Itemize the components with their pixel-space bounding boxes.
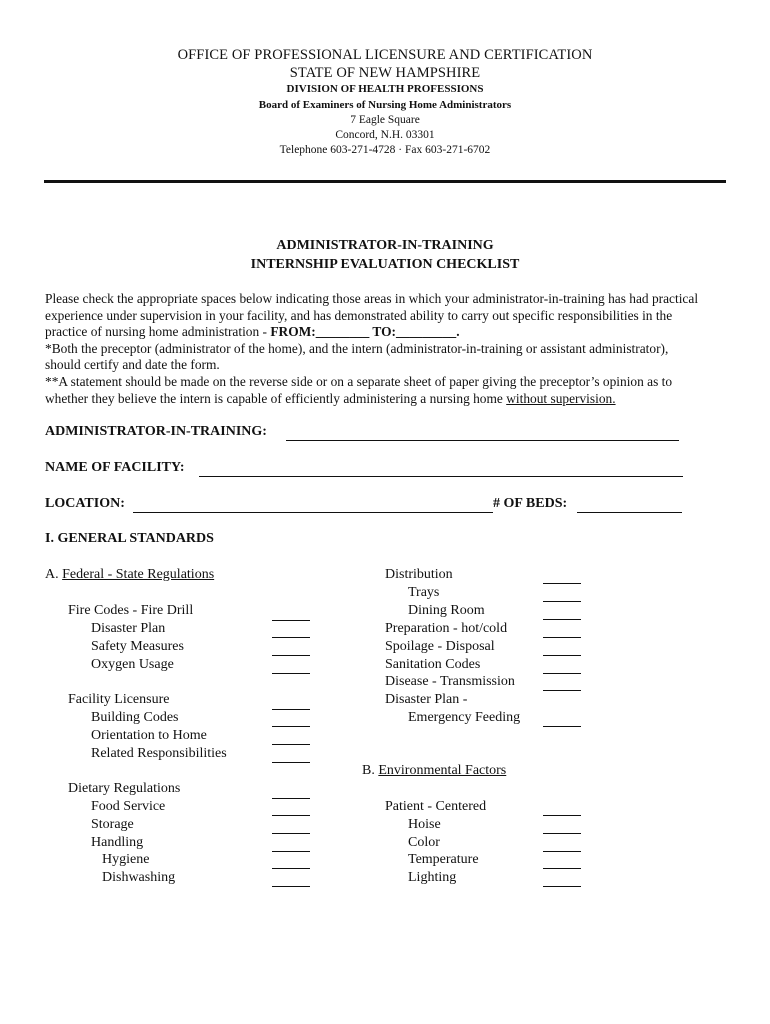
item-color: Color: [408, 835, 440, 850]
federal-state-regulations-title: Federal - State Regulations: [62, 567, 215, 582]
checkbox-facility-licensure[interactable]: [272, 709, 310, 710]
instructions-line: experience under supervision in your facility, and has demonstrated ability to carry out specific responsibilities in the: [45, 307, 673, 323]
checkbox-oxygen-usage[interactable]: [272, 673, 310, 674]
checkbox-related-responsibilities[interactable]: [272, 762, 310, 763]
environmental-factors-heading: [362, 763, 506, 779]
ait-name-field[interactable]: [286, 440, 679, 441]
address-city: Concord, N.H. 03301: [335, 129, 435, 141]
item-dining-room: Dining Room: [408, 603, 485, 618]
beds-field[interactable]: [577, 512, 682, 513]
item-orientation: Orientation to Home: [91, 728, 207, 743]
checkbox-fire-codes[interactable]: [272, 620, 310, 621]
ait-label: ADMINISTRATOR-IN-TRAINING:: [45, 424, 267, 439]
checkbox-dining-room[interactable]: [543, 619, 581, 620]
division-name: DIVISION OF HEALTH PROFESSIONS: [286, 83, 484, 95]
instructions: [45, 291, 735, 407]
instructions-line: [45, 324, 735, 341]
form-title: ADMINISTRATOR-IN-TRAINING: [276, 238, 494, 253]
environmental-factors-title: Environmental Factors: [378, 763, 507, 778]
item-disaster-plan: Disaster Plan: [91, 621, 166, 636]
item-distribution: Distribution: [385, 567, 453, 582]
checkbox-lighting[interactable]: [543, 886, 581, 887]
item-safety-measures: Safety Measures: [91, 639, 184, 654]
item-hoise: Hoise: [408, 817, 441, 832]
item-fire-codes: Fire Codes - Fire Drill: [68, 603, 194, 618]
checkbox-handling[interactable]: [272, 851, 310, 852]
item-hygiene: Hygiene: [102, 852, 150, 867]
section-letter: B.: [362, 763, 379, 778]
item-oxygen-usage: Oxygen Usage: [91, 657, 174, 672]
instructions-line: [45, 391, 735, 408]
facility-label: NAME OF FACILITY:: [45, 460, 185, 475]
address-street: 7 Eagle Square: [350, 114, 420, 126]
checkbox-spoilage[interactable]: [543, 655, 581, 656]
item-lighting: Lighting: [408, 870, 457, 885]
checkbox-color[interactable]: [543, 851, 581, 852]
checkbox-storage[interactable]: [272, 833, 310, 834]
checkbox-safety-measures[interactable]: [272, 655, 310, 656]
checkbox-building-codes[interactable]: [272, 726, 310, 727]
item-spoilage: Spoilage - Disposal: [385, 639, 495, 654]
state-name: STATE OF NEW HAMPSHIRE: [289, 65, 481, 81]
to-date-field[interactable]: TO:_________.: [372, 324, 460, 340]
instructions-line: should certify and date the form.: [45, 357, 220, 373]
instructions-text: practice of nursing home administration -: [45, 324, 271, 340]
checkbox-disaster-plan[interactable]: [272, 637, 310, 638]
item-dietary-regulations: Dietary Regulations: [68, 781, 181, 796]
checkbox-trays[interactable]: [543, 601, 581, 602]
checkbox-emergency-feeding[interactable]: [543, 726, 581, 727]
item-handling: Handling: [91, 835, 144, 850]
office-name: OFFICE OF PROFESSIONAL LICENSURE AND CERTIFICATION: [177, 47, 593, 63]
item-storage: Storage: [91, 817, 134, 832]
checkbox-sanitation-codes[interactable]: [543, 673, 581, 674]
item-building-codes: Building Codes: [91, 710, 179, 725]
item-facility-licensure: Facility Licensure: [68, 692, 170, 707]
without-supervision-text: without supervision.: [506, 390, 616, 406]
from-date-field[interactable]: FROM:________: [270, 324, 373, 340]
item-disaster-plan-2: Disaster Plan -: [385, 692, 468, 707]
federal-state-regulations-heading: [45, 567, 214, 583]
header-divider: [44, 180, 726, 183]
phone-fax: Telephone 603-271-4728 · Fax 603-271-6702: [279, 144, 491, 156]
checkbox-temperature[interactable]: [543, 868, 581, 869]
instructions-line: **A statement should be made on the reverse side or on a separate sheet of paper giving the preceptor’s opinion as to: [45, 373, 673, 389]
location-field[interactable]: [133, 512, 493, 513]
item-disease-transmission: Disease - Transmission: [385, 674, 515, 689]
checkbox-preparation[interactable]: [543, 637, 581, 638]
item-patient-centered: Patient - Centered: [385, 799, 487, 814]
item-sanitation-codes: Sanitation Codes: [385, 657, 481, 672]
form-subtitle: INTERNSHIP EVALUATION CHECKLIST: [250, 257, 520, 272]
checkbox-distribution[interactable]: [543, 583, 581, 584]
checkbox-dishwashing[interactable]: [272, 886, 310, 887]
beds-label: # OF BEDS:: [493, 496, 568, 511]
item-trays: Trays: [408, 585, 440, 600]
checkbox-food-service[interactable]: [272, 815, 310, 816]
facility-name-field[interactable]: [199, 476, 683, 477]
item-temperature: Temperature: [408, 852, 479, 867]
checkbox-patient-centered[interactable]: [543, 815, 581, 816]
location-label: LOCATION:: [45, 496, 125, 511]
instructions-line: *Both the preceptor (administrator of the home), and the intern (administrator-in-training or assistant administrator),: [45, 340, 669, 356]
section-letter: A.: [45, 567, 63, 582]
checkbox-disease-transmission[interactable]: [543, 690, 581, 691]
item-food-service: Food Service: [91, 799, 166, 814]
instructions-text: whether they believe the intern is capable of efficiently administering a nursing home: [45, 390, 507, 406]
checkbox-hygiene[interactable]: [272, 868, 310, 869]
general-standards-heading: I. GENERAL STANDARDS: [45, 531, 214, 546]
checkbox-hoise[interactable]: [543, 833, 581, 834]
checkbox-orientation[interactable]: [272, 744, 310, 745]
board-name: Board of Examiners of Nursing Home Administrators: [258, 99, 512, 111]
instructions-line: Please check the appropriate spaces below indicating those areas in which your administrator-in-training has had practical: [45, 291, 699, 306]
checkbox-dietary-regulations[interactable]: [272, 798, 310, 799]
item-dishwashing: Dishwashing: [102, 870, 176, 885]
item-related-responsibilities: Related Responsibilities: [91, 746, 227, 761]
item-emergency-feeding: Emergency Feeding: [408, 710, 521, 725]
item-preparation: Preparation - hot/cold: [385, 621, 508, 636]
